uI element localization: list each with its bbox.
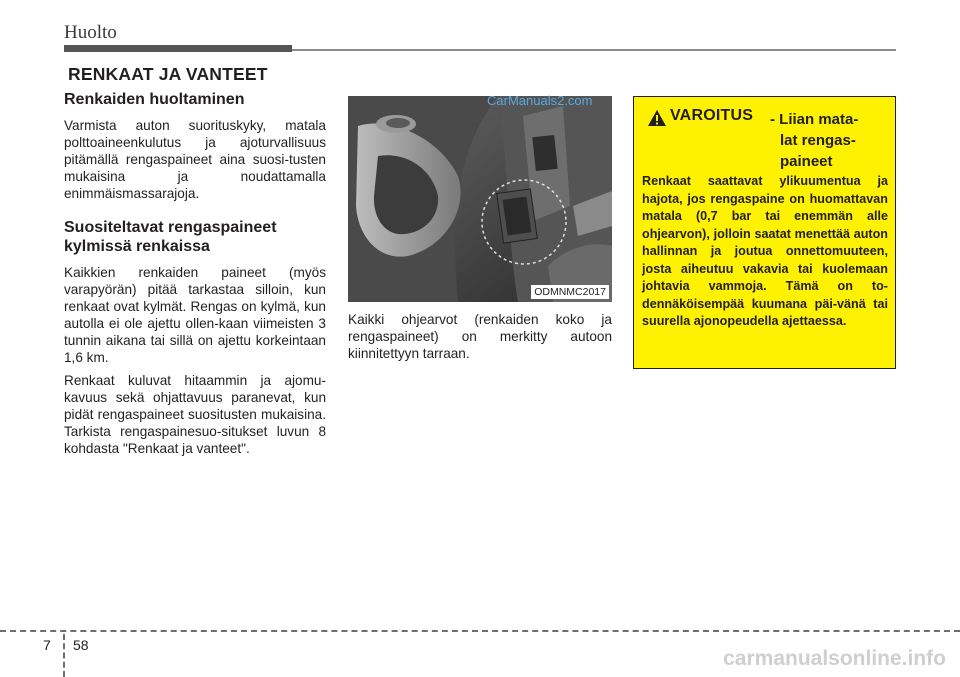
paragraph-maintenance: Varmista auton suorituskyky, matala polttoaineenkulutus ja ajoturvallisuus pitämällä rengaspaineet aina suosi-tusten mukaisina ja noudattamalla enimmäismassarajoja. [64,118,326,201]
warning-body: Renkaat saattavat ylikuumentua ja hajota, jos rengaspaine on huomattavan matala (0,7 bar tai enemmän alle ohjearvon), jolloin saatat menettää auton hallinnan ja joutua onnettomuuteen, josta aiheutuu vakavia tai kuolemaan johtavia vammoja. Tämä on to-dennäköisempää kuumana päi-vänä tai suurella ajonopeudella ajettaessa. [642,174,888,328]
page-number: 58 [73,637,89,653]
section-title: RENKAAT JA VANTEET [68,64,268,84]
chapter-number: 7 [43,637,51,653]
heading-recommended-pressures: Suositeltavat rengaspaineet kylmissä renkaissa [64,219,277,255]
label-location-text: Kaikki ohjearvot (renkaiden koko ja rengaspaineet) on merkitty autoon kiinnitettyyn tarraan. [348,312,612,361]
footer-rule [0,630,960,632]
footer-watermark: carmanualsonline.info [723,647,946,670]
running-header: Huolto [64,22,117,43]
paragraph-wear: Renkaat kuluvat hitaammin ja ajomu-kavuus sekä ohjattavuus paranevat, kun pidät rengaspaineet suositusten mukaisina. Tarkista rengaspainesuo-situkset luvun 8 kohdasta "Renkaat ja vanteet". [64,373,326,456]
warning-triangle-icon [648,110,666,126]
header-bar [64,45,292,52]
figure-watermark: CarManuals2.com [487,93,593,108]
warning-subject [770,109,880,172]
paragraph-cold-tires: Kaikkien renkaiden paineet (myös varapyörän) pitää tarkastaa silloin, kun renkaat ovat kylmät. Rengas on kylmä, kun autolla ei ole ajettu ollen-kaan viimeisten 3 tunnin aikana tai sillä on ajettu korkeintaan 1,6 km. [64,265,326,365]
warning-label: VAROITUS [670,107,754,124]
warning-subject-line: paineet [780,153,833,170]
warning-subject-line: - Liian mata- [770,111,859,128]
left-column [64,90,326,463]
door-pillar-illustration [348,96,612,302]
warning-box [633,96,896,369]
header-rule [292,49,896,51]
figure-code: ODMNMC2017 [531,285,609,299]
heading-tire-maintenance: Renkaiden huoltaminen [64,91,245,108]
footer-separator [63,634,65,677]
warning-subject-line: lat rengas- [780,132,856,149]
tire-label-photo [348,96,612,302]
